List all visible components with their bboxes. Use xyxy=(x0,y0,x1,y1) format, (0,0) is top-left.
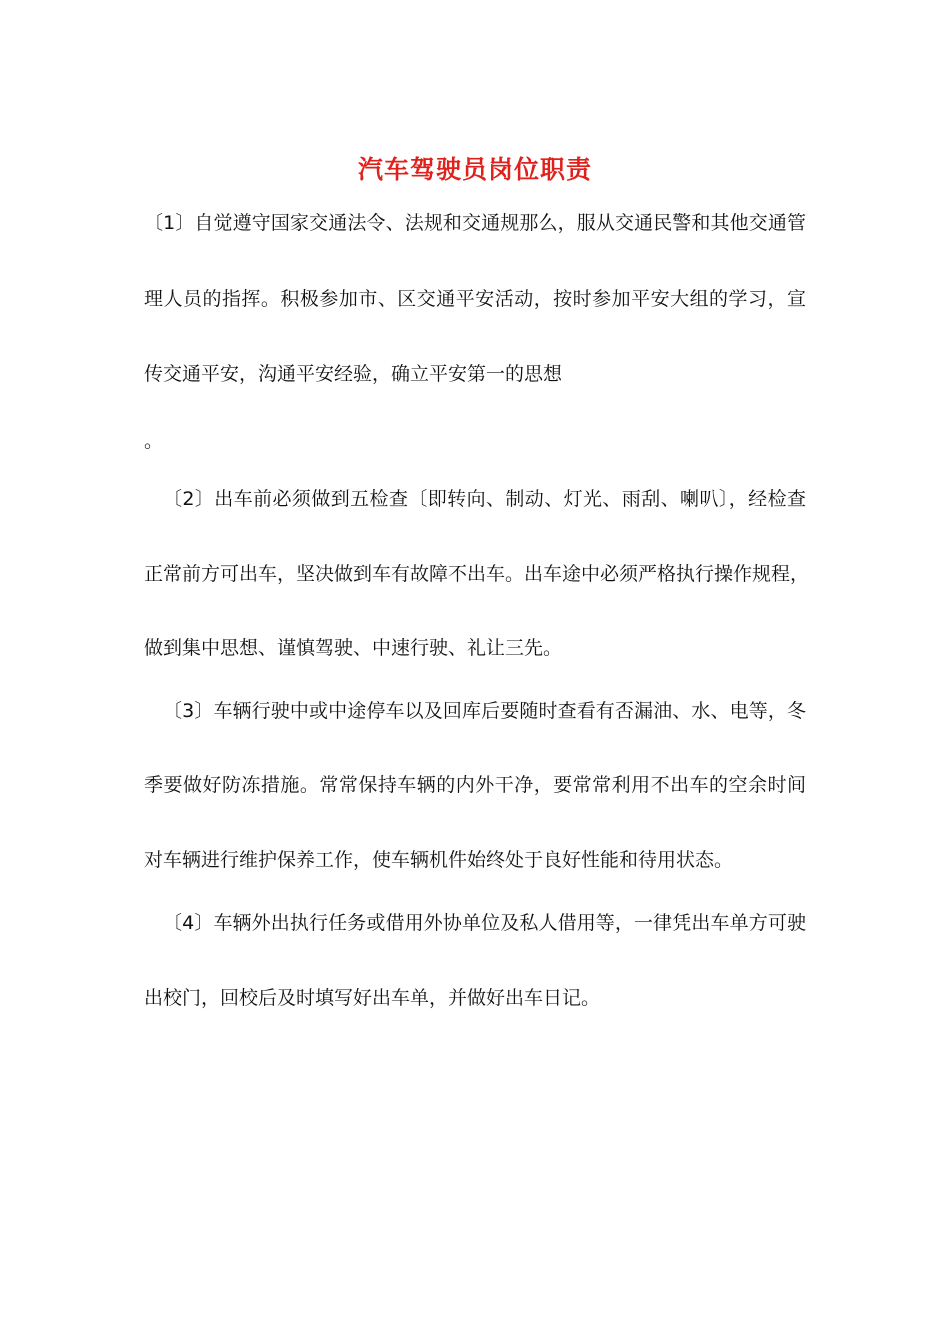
paragraph-1-line-3: 传交通平安，沟通平安经验，确立平安第一的思想 xyxy=(144,363,563,385)
paragraph-2-line-3: 做到集中思想、谨慎驾驶、中速行驶、礼让三先。 xyxy=(144,637,563,659)
paragraph-3-line-1: 〔3〕车辆行驶中或中途停车以及回库后要随时查看有否漏油、水、电等，冬 xyxy=(163,700,806,722)
paragraph-3-line-3: 对车辆进行维护保养工作，使车辆机件始终处于良好性能和待用状态。 xyxy=(144,849,734,871)
paragraph-2-line-1: 〔2〕出车前必须做到五检查〔即转向、制动、灯光、雨刮、喇叭〕，经检查 xyxy=(163,488,806,510)
paragraph-1-line-1: 〔1〕自觉遵守国家交通法令、法规和交通规那么，服从交通民警和其他交通管 xyxy=(144,212,806,234)
paragraph-4-line-1: 〔4〕车辆外出执行任务或借用外协单位及私人借用等，一律凭出车单方可驶 xyxy=(163,912,806,934)
paragraph-3-line-2: 季要做好防冻措施。常常保持车辆的内外干净，要常常利用不出车的空余时间 xyxy=(144,774,806,796)
paragraph-4-line-2: 出校门，回校后及时填写好出车单，并做好出车日记。 xyxy=(144,987,601,1009)
paragraph-1-line-4: 。 xyxy=(144,430,164,452)
document-title: 汽车驾驶员岗位职责 xyxy=(357,155,592,184)
paragraph-2-line-2: 正常前方可出车，坚决做到车有故障不出车。出车途中必须严格执行操作规程， xyxy=(144,563,810,585)
paragraph-1-line-2: 理人员的指挥。积极参加市、区交通平安活动，按时参加平安大组的学习，宣 xyxy=(144,288,806,310)
